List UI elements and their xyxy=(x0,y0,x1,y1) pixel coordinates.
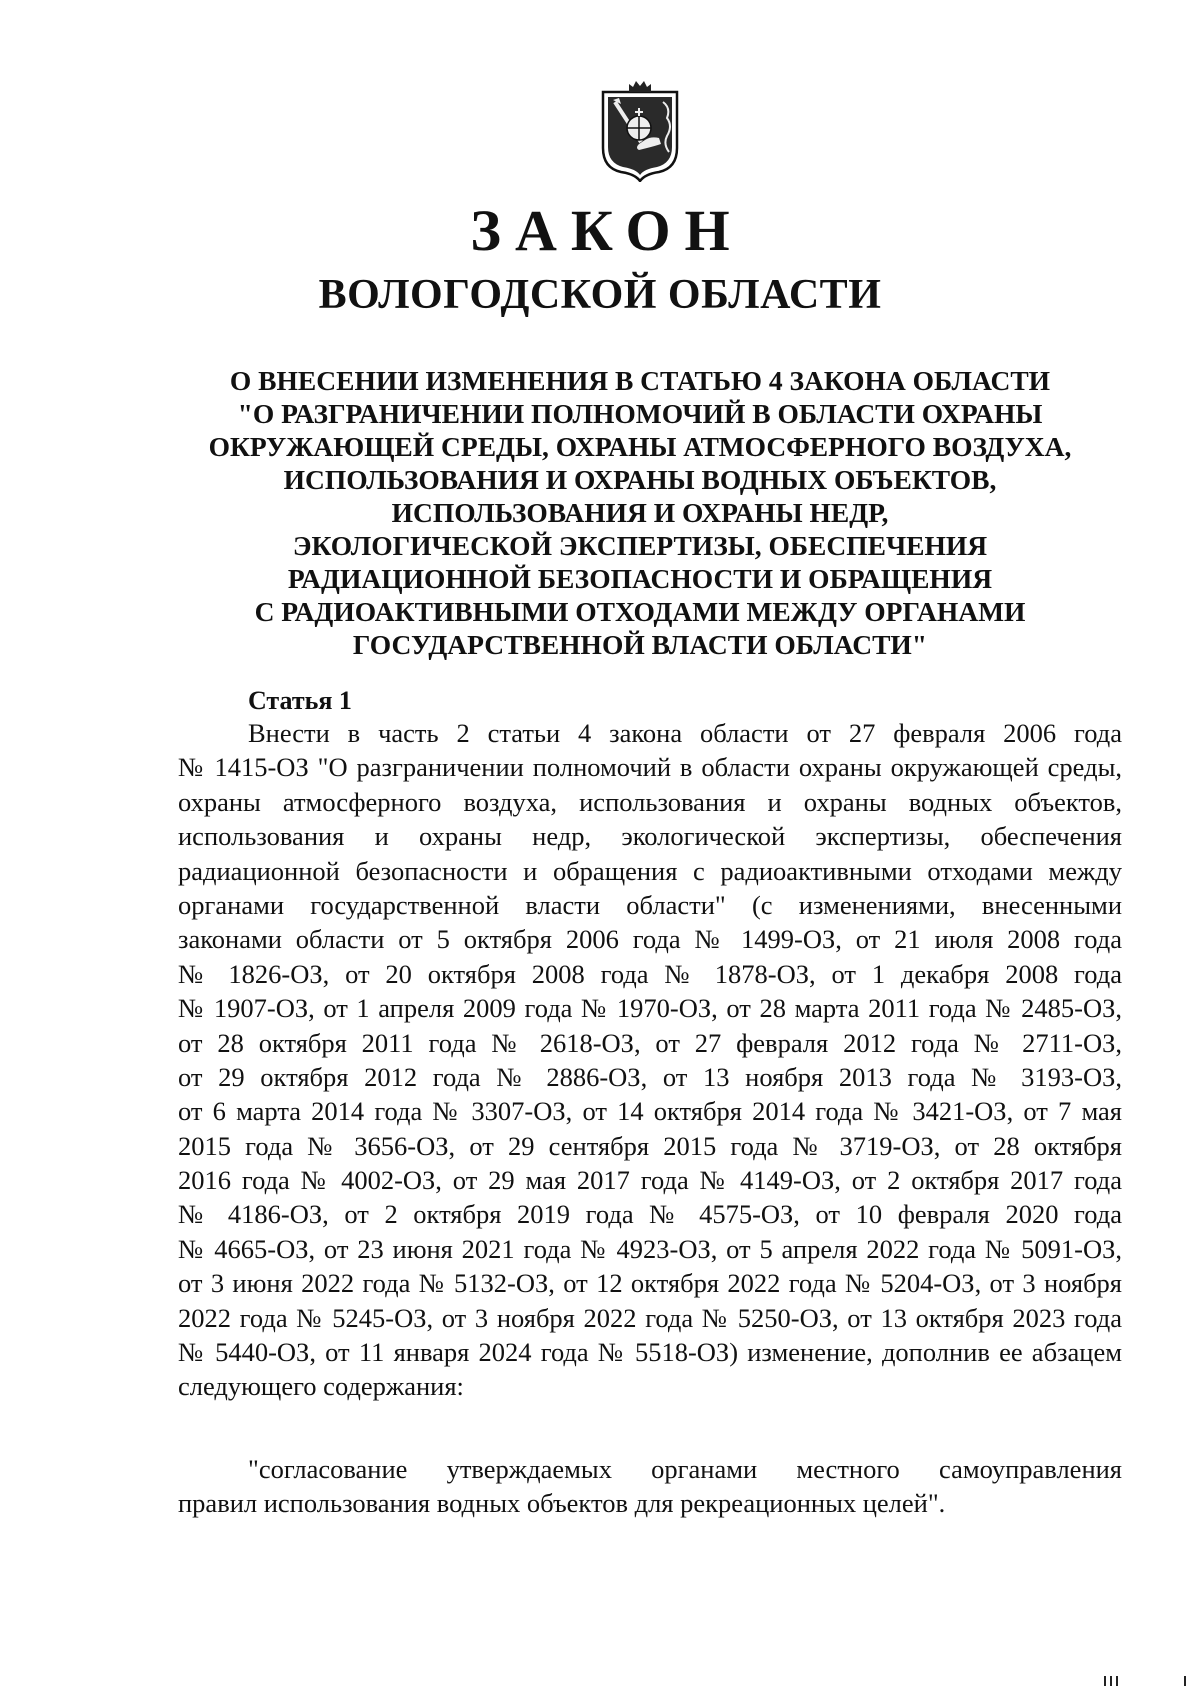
subject-line: ГОСУДАРСТВЕННОЙ ВЛАСТИ ОБЛАСТИ" xyxy=(352,629,928,660)
subject-line: ЭКОЛОГИЧЕСКОЙ ЭКСПЕРТИЗЫ, ОБЕСПЕЧЕНИЯ xyxy=(292,530,988,561)
body-line: № 4665-ОЗ, от 23 июня 2021 года № 4923-ОЗ, от 5 апреля 2022 года № 5091-ОЗ, xyxy=(178,1233,1122,1264)
body-line: от 6 марта 2014 года № 3307-ОЗ, от 14 октября 2014 года № 3421-ОЗ, от 7 мая xyxy=(178,1096,1122,1127)
subject-line: "О РАЗГРАНИЧЕНИИ ПОЛНОМОЧИЙ В ОБЛАСТИ ОХРАНЫ xyxy=(237,398,1043,429)
subject-line: РАДИАЦИОННОЙ БЕЗОПАСНОСТИ И ОБРАЩЕНИЯ xyxy=(287,563,993,594)
body-line: 2022 года № 5245-ОЗ, от 3 ноября 2022 года № 5250-ОЗ, от 13 октября 2023 года xyxy=(178,1302,1122,1333)
article-quote xyxy=(178,1452,1122,1521)
body-line: Внести в часть 2 статьи 4 закона области от 27 февраля 2006 года xyxy=(248,718,1122,748)
body-line: следующего содержания: xyxy=(178,1371,464,1402)
scan-artifact xyxy=(1116,1676,1118,1686)
coat-of-arms-icon xyxy=(599,78,681,182)
subject-line: ИСПОЛЬЗОВАНИЯ И ОХРАНЫ ВОДНЫХ ОБЪЕКТОВ, xyxy=(283,464,997,495)
body-line: № 1826-ОЗ, от 20 октября 2008 года № 1878-ОЗ, от 1 декабря 2008 года xyxy=(178,958,1122,989)
document-title: ЗАКОН xyxy=(470,198,744,263)
scan-artifact xyxy=(1110,1676,1112,1686)
body-line: № 1907-ОЗ, от 1 апреля 2009 года № 1970-ОЗ, от 28 марта 2011 года № 2485-ОЗ, xyxy=(178,993,1122,1024)
scan-artifact xyxy=(1104,1676,1106,1686)
subject-line: ИСПОЛЬЗОВАНИЯ И ОХРАНЫ НЕДР, xyxy=(391,497,889,528)
body-line: от 29 октября 2012 года № 2886-ОЗ, от 13 ноября 2013 года № 3193-ОЗ, xyxy=(178,1061,1122,1092)
law-subject xyxy=(160,364,1120,661)
subject-line: О ВНЕСЕНИИ ИЗМЕНЕНИЯ В СТАТЬЮ 4 ЗАКОНА ОБЛАСТИ xyxy=(229,365,1051,396)
body-line: от 28 октября 2011 года № 2618-ОЗ, от 27 февраля 2012 года № 2711-ОЗ, xyxy=(178,1027,1122,1058)
body-line: 2015 года № 3656-ОЗ, от 29 сентября 2015 года № 3719-ОЗ, от 28 октября xyxy=(178,1130,1122,1161)
quote-line: правил использования водных объектов для рекреационных целей". xyxy=(178,1488,946,1519)
subject-line: ОКРУЖАЮЩЕЙ СРЕДЫ, ОХРАНЫ АТМОСФЕРНОГО ВОЗДУХА, xyxy=(208,431,1072,462)
document-region: ВОЛОГОДСКОЙ ОБЛАСТИ xyxy=(318,272,882,318)
body-line: радиационной безопасности и обращения с радиоактивными отходами между xyxy=(178,855,1122,886)
subject-line: С РАДИОАКТИВНЫМИ ОТХОДАМИ МЕЖДУ ОРГАНАМИ xyxy=(254,596,1026,627)
body-line: органами государственной власти области" (с изменениями, внесенными xyxy=(178,889,1122,920)
article-heading: Статья 1 xyxy=(248,686,352,715)
body-line: использования и охраны недр, экологической экспертизы, обеспечения xyxy=(178,821,1122,852)
body-line: законами области от 5 октября 2006 года № 1499-ОЗ, от 21 июля 2008 года xyxy=(178,924,1122,955)
article-body xyxy=(178,716,1122,1404)
scan-artifact xyxy=(1184,1676,1186,1686)
body-line: 2016 года № 4002-ОЗ, от 29 мая 2017 года № 4149-ОЗ, от 2 октября 2017 года xyxy=(178,1165,1122,1196)
body-line: № 1415-ОЗ "О разграничении полномочий в области охраны окружающей среды, xyxy=(178,752,1122,783)
body-line: охраны атмосферного воздуха, использования и охраны водных объектов, xyxy=(178,786,1122,817)
quote-line: "согласование утверждаемых органами местного самоуправления xyxy=(248,1454,1122,1484)
body-line: № 5440-ОЗ, от 11 января 2024 года № 5518-ОЗ) изменение, дополнив ее абзацем xyxy=(178,1337,1122,1368)
body-line: № 4186-ОЗ, от 2 октября 2019 года № 4575-ОЗ, от 10 февраля 2020 года xyxy=(178,1199,1122,1230)
body-line: от 3 июня 2022 года № 5132-ОЗ, от 12 октября 2022 года № 5204-ОЗ, от 3 ноября xyxy=(178,1268,1122,1299)
